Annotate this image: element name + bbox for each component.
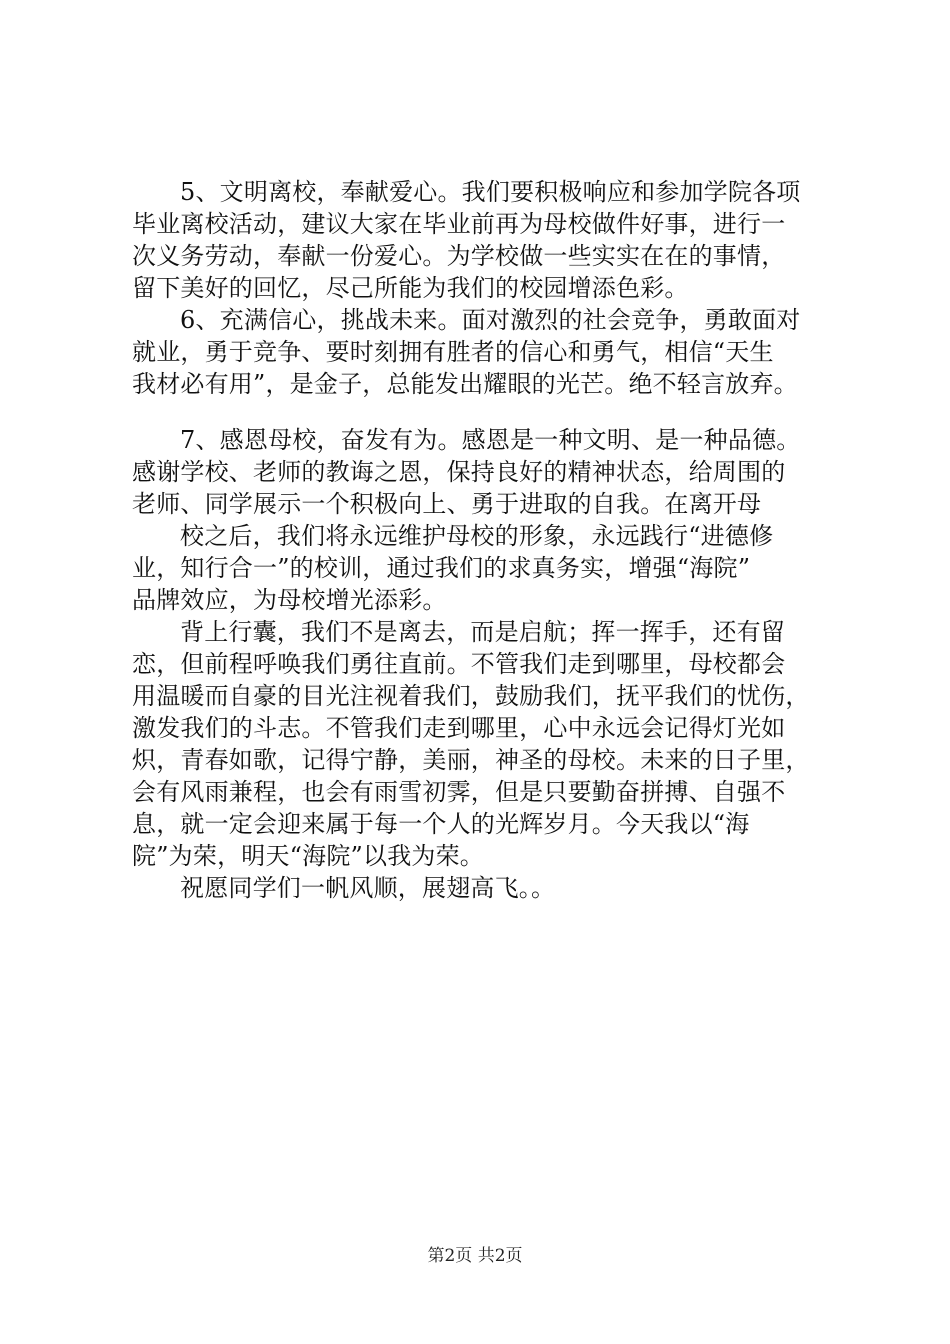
paragraph-6-line-3: 我材必有用”，是金子，总能发出耀眼的光芒。绝不轻言放弃。: [132, 370, 798, 398]
wishes-line: 祝愿同学们一帆风顺，展翅高飞。。: [180, 874, 556, 902]
closing-paragraph-line-3: 用温暖而自豪的目光注视着我们，鼓励我们，抚平我们的忧伤，: [132, 682, 810, 710]
page-number-footer: 第2页 共2页: [427, 1246, 523, 1266]
paragraph-7-line-4: 校之后，我们将永远维护母校的形象，永远践行“进德修: [180, 522, 774, 550]
paragraph-5-line-4: 留下美好的回忆，尽己所能为我们的校园增添色彩。: [132, 274, 689, 302]
paragraph-6-line-2: 就业，勇于竞争、要时刻拥有胜者的信心和勇气，相信“天生: [132, 338, 774, 366]
paragraph-5-line-1: 5、文明离校，奉献爱心。我们要积极响应和参加学院各项: [180, 178, 801, 206]
paragraph-7-line-1: 7、感恩母校，奋发有为。感恩是一种文明、是一种品德。: [180, 426, 801, 454]
paragraph-7-line-6: 品牌效应，为母校增光添彩。: [132, 586, 447, 614]
closing-paragraph-line-5: 炽，青春如歌，记得宁静，美丽，神圣的母校。未来的日子里，: [132, 746, 810, 774]
closing-paragraph-line-1: 背上行囊，我们不是离去，而是启航；挥一挥手，还有留: [180, 618, 785, 646]
paragraph-7-line-2: 感谢学校、老师的教诲之恩，保持良好的精神状态，给周围的: [132, 458, 786, 486]
closing-paragraph-line-8: 院”为荣，明天“海院”以我为荣。: [132, 842, 485, 870]
paragraph-7-line-3: 老师、同学展示一个积极向上、勇于进取的自我。在离开母: [132, 490, 762, 518]
paragraph-6-line-1: 6、充满信心，挑战未来。面对激烈的社会竞争，勇敢面对: [180, 306, 801, 334]
paragraph-7-line-5: 业，知行合一”的校训，通过我们的求真务实，增强“海院”: [132, 554, 751, 582]
paragraph-5-line-3: 次义务劳动，奉献一份爱心。为学校做一些实实在在的事情，: [132, 242, 786, 270]
closing-paragraph-line-6: 会有风雨兼程，也会有雨雪初霁，但是只要勤奋拼搏、自强不: [132, 778, 786, 806]
closing-paragraph-line-4: 激发我们的斗志。不管我们走到哪里，心中永远会记得灯光如: [132, 714, 786, 742]
closing-paragraph-line-7: 息，就一定会迎来属于每一个人的光辉岁月。今天我以“海: [132, 810, 750, 838]
paragraph-5-line-2: 毕业离校活动，建议大家在毕业前再为母校做件好事，进行一: [132, 210, 786, 238]
closing-paragraph-line-2: 恋，但前程呼唤我们勇往直前。不管我们走到哪里，母校都会: [132, 650, 786, 678]
